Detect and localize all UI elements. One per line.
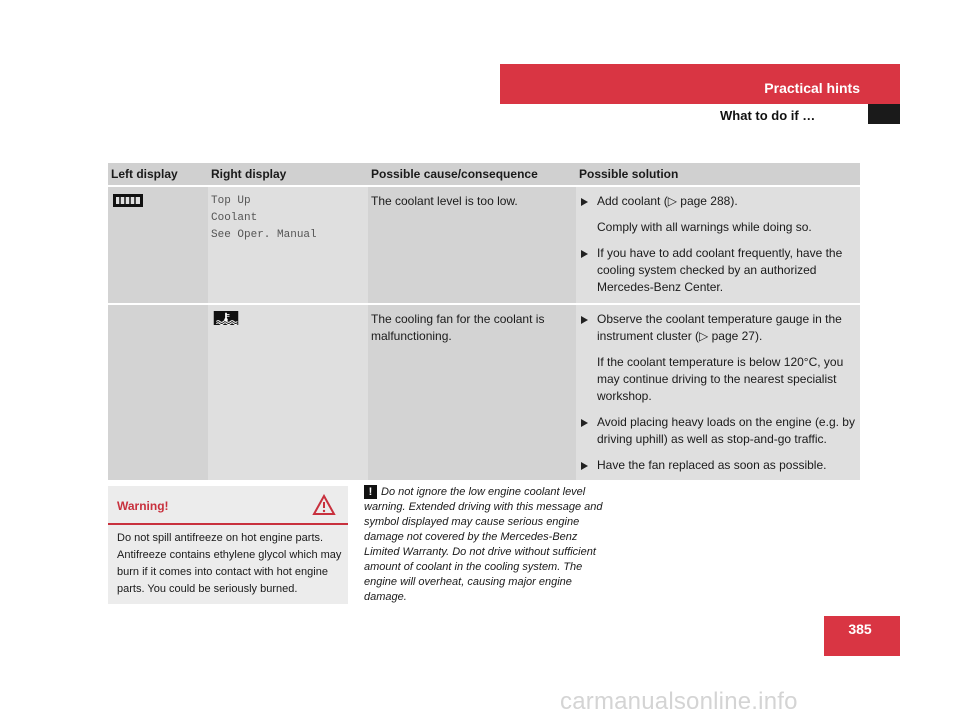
solution-text: Avoid placing heavy loads on the engine (e.g. by driving uphill) as well as stop-and-go traffic. <box>597 415 855 446</box>
warning-box <box>108 486 348 604</box>
warning-title: Warning! <box>117 499 169 513</box>
column-header: Left display <box>108 163 208 185</box>
watermark: carmanualsonline.info <box>560 688 798 715</box>
display-text-line: See Oper. Manual <box>211 229 317 241</box>
solution-step <box>579 414 857 448</box>
section-title: Practical hints <box>764 80 860 96</box>
table-row <box>108 303 860 480</box>
solution-note <box>579 219 857 236</box>
coolant-radiator-icon <box>111 193 145 209</box>
page-number-box <box>824 616 900 656</box>
right-display-cell <box>208 303 368 480</box>
notice-exclamation-icon: ! <box>364 485 377 499</box>
warning-triangle-icon <box>312 494 336 516</box>
coolant-temperature-icon <box>211 311 241 325</box>
solution-cell <box>576 303 860 480</box>
subsection-title: What to do if … <box>720 108 816 123</box>
left-display-cell <box>108 303 208 480</box>
solution-cell <box>576 185 860 303</box>
cause-cell: The cooling fan for the coolant is malfunctioning. <box>368 303 576 480</box>
step-arrow-icon <box>581 462 588 470</box>
notice-text: Do not ignore the low engine coolant level warning. Extended driving with this message and symbol displayed may cause serious engine damage not covered by the Mercedes-Benz Limited Warranty. Do not drive without sufficient amount of coolant in the cooling system. The engine will overheat, causing major engine damage. <box>364 486 603 603</box>
solution-step <box>579 245 857 296</box>
solution-note <box>579 354 857 405</box>
column-header: Possible cause/consequence <box>368 163 576 185</box>
header-marker <box>868 104 900 124</box>
solution-step <box>579 311 857 345</box>
table-header-row <box>108 163 860 185</box>
column-header: Right display <box>208 163 368 185</box>
left-display-cell <box>108 185 208 303</box>
solution-text: Observe the coolant temperature gauge in the instrument cluster (▷ page 27). <box>597 312 842 343</box>
fault-table <box>108 163 860 480</box>
page-number: 385 <box>848 621 872 637</box>
display-text-line: Top Up <box>211 195 251 207</box>
step-arrow-icon <box>581 419 588 427</box>
solution-text: Have the fan replaced as soon as possible. <box>597 458 827 472</box>
display-text-line: Coolant <box>211 212 258 224</box>
solution-text: Comply with all warnings while doing so. <box>597 220 812 234</box>
cause-cell: The coolant level is too low. <box>368 185 576 303</box>
solution-text: If you have to add coolant frequently, have the cooling system checked by an authorized Mercedes-Benz Center. <box>597 246 843 294</box>
solution-step <box>579 457 857 474</box>
step-arrow-icon <box>581 250 588 258</box>
notice-text-block <box>364 485 614 605</box>
warning-text: Do not spill antifreeze on hot engine parts. Antifreeze contains ethylene glycol which may burn if it comes into contact with hot engine parts. You could be seriously burned. <box>117 532 342 595</box>
table-row <box>108 185 860 303</box>
warning-divider <box>108 523 348 525</box>
step-arrow-icon <box>581 198 588 206</box>
solution-step <box>579 193 857 210</box>
solution-text: If the coolant temperature is below 120°C, you may continue driving to the nearest specialist workshop. <box>597 355 844 403</box>
column-header: Possible solution <box>576 163 860 185</box>
step-arrow-icon <box>581 316 588 324</box>
solution-text: Add coolant (▷ page 288). <box>597 194 738 208</box>
right-display-cell <box>208 185 368 303</box>
header-bar <box>500 64 900 104</box>
